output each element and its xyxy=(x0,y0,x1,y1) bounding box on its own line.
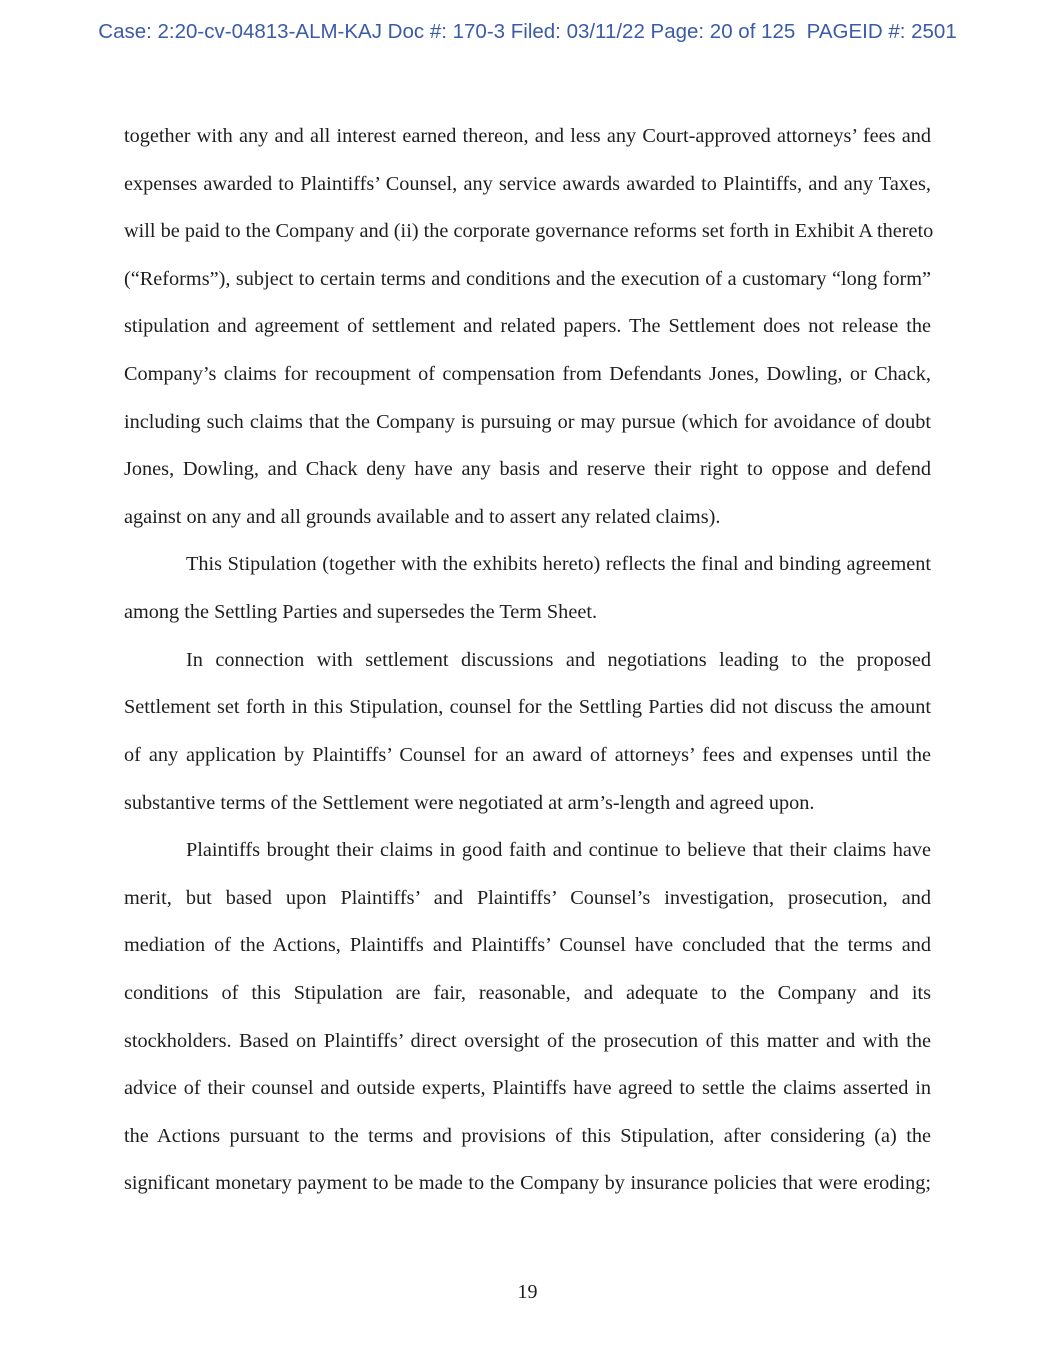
text-line: significant monetary payment to be made to the Company by insurance policies that were eroding; xyxy=(124,1172,931,1195)
document-body xyxy=(124,119,934,1214)
page-number: 19 xyxy=(517,1281,538,1303)
case-header-stamp: Case: 2:20-cv-04813-ALM-KAJ Doc #: 170-3 Filed: 03/11/22 Page: 20 of 125 PAGEID #: 2501 xyxy=(98,20,957,43)
text-line: Plaintiffs brought their claims in good faith and continue to believe that their claims have xyxy=(186,839,931,862)
text-line: advice of their counsel and outside experts, Plaintiffs have agreed to settle the claims asserted in xyxy=(124,1077,931,1100)
text-line: Jones, Dowling, and Chack deny have any basis and reserve their right to oppose and defend xyxy=(124,458,931,481)
text-line: conditions of this Stipulation are fair, reasonable, and adequate to the Company and its xyxy=(124,981,931,1004)
text-line: merit, but based upon Plaintiffs’ and Plaintiffs’ Counsel’s investigation, prosecution, and xyxy=(124,886,931,909)
text-line: of any application by Plaintiffs’ Counsel for an award of attorneys’ fees and expenses until the xyxy=(124,743,931,766)
text-line: the Actions pursuant to the terms and provisions of this Stipulation, after considering (a) the xyxy=(124,1124,931,1147)
text-line: Settlement set forth in this Stipulation, counsel for the Settling Parties did not discuss the amount xyxy=(124,696,931,719)
text-line: In connection with settlement discussions and negotiations leading to the proposed xyxy=(186,648,931,671)
text-line: (“Reforms”), subject to certain terms and conditions and the execution of a customary “long form” xyxy=(124,267,931,290)
text-line: expenses awarded to Plaintiffs’ Counsel, any service awards awarded to Plaintiffs, and any Taxes, xyxy=(124,172,931,195)
text-line: together with any and all interest earned thereon, and less any Court-approved attorneys’ fees and xyxy=(124,125,931,147)
text-line: Company’s claims for recoupment of compensation from Defendants Jones, Dowling, or Chack, xyxy=(124,363,931,386)
text-line: stockholders. Based on Plaintiffs’ direct oversight of the prosecution of this matter and with the xyxy=(124,1029,931,1052)
text-line: among the Settling Parties and supersedes the Term Sheet. xyxy=(124,601,598,624)
text-line: This Stipulation (together with the exhibits hereto) reflects the final and binding agreement xyxy=(186,553,931,576)
text-line: against on any and all grounds available and to assert any related claims). xyxy=(124,505,721,528)
text-line: including such claims that the Company is pursuing or may pursue (which for avoidance of doubt xyxy=(124,410,931,433)
text-line: substantive terms of the Settlement were negotiated at arm’s-length and agreed upon. xyxy=(124,791,815,814)
text-line: mediation of the Actions, Plaintiffs and Plaintiffs’ Counsel have concluded that the terms and xyxy=(124,934,931,957)
text-line: will be paid to the Company and (ii) the corporate governance reforms set forth in Exhibit A thereto xyxy=(124,220,934,243)
text-line: stipulation and agreement of settlement and related papers. The Settlement does not release the xyxy=(124,315,931,338)
